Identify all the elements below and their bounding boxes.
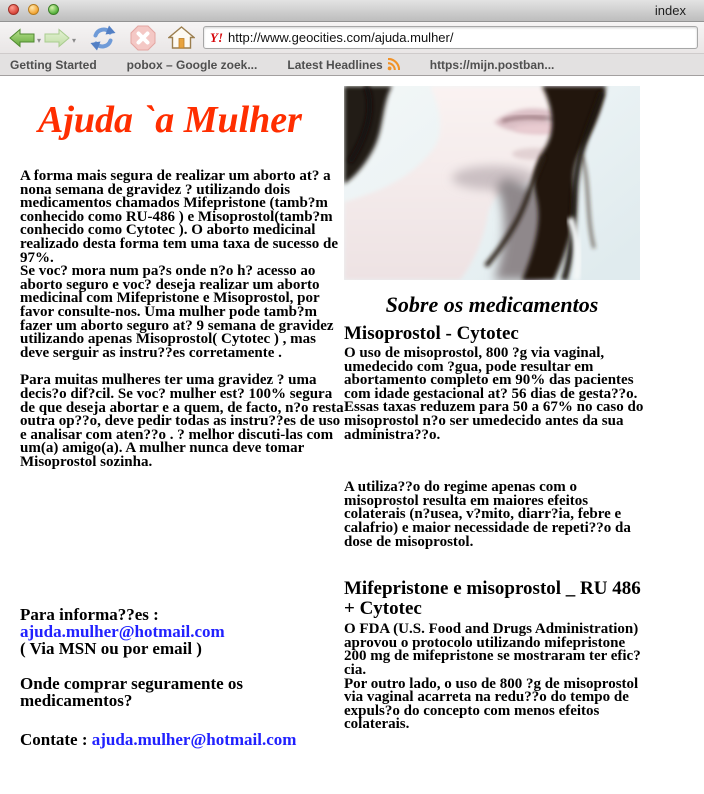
contact-email-link[interactable]: ajuda.mulher@hotmail.com	[91, 730, 297, 750]
minimize-window-button[interactable]	[28, 4, 39, 15]
contact-via-label: ( Via MSN ou por email )	[20, 639, 202, 659]
stop-button[interactable]	[130, 25, 156, 51]
home-icon	[168, 25, 195, 50]
bookmark-mijn-postbank[interactable]	[430, 58, 555, 72]
misoprostol-paragraph-1: O uso de misoprostol, 800 ?g via vaginal, umedecido com ?gua, pode resultar em abortamento completo em 90% das pacientes com idade gestacional at? 56 dias de gesta??o. Essas taxas reduzem para 50 a 67% no caso do misoprostol n?o ser umedecido antes da sua administra??o.	[344, 345, 644, 443]
zoom-window-button[interactable]	[48, 4, 59, 15]
contact-block	[20, 606, 310, 748]
url-input[interactable]	[228, 30, 691, 45]
bookmarks-bar	[0, 54, 704, 76]
misoprostol-paragraph-2: A utiliza??o do regime apenas com o misoprostol resulta em maiores efeitos colaterais (n?usea, v?mito, diarr?ia, febre e calafrio) e maior necessidade de repeti??o da dose de misoprostol.	[344, 479, 631, 550]
bookmark-label: pobox – Google zoek...	[126, 57, 258, 72]
bookmark-label: Getting Started	[10, 57, 97, 72]
bookmark-pobox-google[interactable]	[127, 58, 258, 72]
bookmark-getting-started[interactable]	[10, 58, 97, 72]
where-to-buy-heading: Onde comprar seguramente os medicamentos?	[20, 674, 244, 711]
forward-button[interactable]	[43, 27, 78, 49]
medications-heading: Sobre os medicamentos	[385, 292, 599, 317]
page-content	[0, 76, 704, 793]
intro-paragraph	[20, 170, 345, 360]
back-history-dropdown[interactable]: ▾	[37, 36, 42, 45]
window-title: index	[654, 3, 686, 18]
woman-face-photo	[344, 86, 640, 280]
bookmark-label: Latest Headlines	[287, 57, 383, 72]
window-controls	[8, 4, 59, 15]
mifepristone-section-title: Mifepristone e misoprostol _ RU 486 + Cytotec	[344, 578, 641, 620]
address-bar[interactable]	[203, 26, 698, 49]
contact-line	[20, 731, 310, 748]
intro-part1: A forma mais segura de realizar um aborto at? a nona semana de gravidez ? utilizando dois medicamentos chamados Mifepristone (tamb?m conhecido como RU-486 ) e Misoprostol(tamb?m conhecido como Cytotec ). O aborto medicinal realizado desta forma tem uma taxa de sucesso de 97%.	[20, 168, 339, 266]
misoprostol-section-title: Misoprostol - Cytotec	[344, 323, 519, 344]
forward-history-dropdown[interactable]: ▾	[72, 36, 77, 45]
advice-paragraph: Para muitas mulheres ter uma gravidez ? uma decis?o dif?cil. Se voc? mulher est? 100% segura de que deseja abortar e a quem, de facto, n?o resta outra op??o, deve pedir todas as instru??es de uso e analisar com aten??o . ? melhor discuti-las com um(a) amigo(a). A mulher nunca deve tomar Misoprostol sozinha.	[20, 372, 344, 470]
navigation-toolbar	[0, 22, 704, 54]
contact-info-label: Para informa??es :	[20, 605, 159, 625]
rss-feed-icon	[387, 58, 400, 71]
close-window-button[interactable]	[8, 4, 19, 15]
bookmark-label: https://mijn.postban...	[429, 57, 555, 72]
email-link[interactable]: ajuda.mulher@hotmail.com	[20, 622, 225, 642]
intro-part2: Se voc? mora num pa?s onde n?o h? acesso ao aborto seguro e voc? deseja realizar um aborto medicinal com Mifepristone e Misoprostol, por favor consulte-nos. Uma mulher pode tamb?m fazer um aborto seguro at? 9 semana de gravidez utilizando apenas Misoprostol( Cytotec ) , mas deve serguir as instru??es corretamente .	[20, 263, 334, 361]
stop-icon	[130, 25, 156, 51]
back-button[interactable]	[8, 27, 43, 49]
bookmark-latest-headlines[interactable]	[287, 58, 399, 72]
forward-arrow-icon	[43, 27, 71, 49]
mifepristone-paragraph-2: Por outro lado, o uso de 800 ?g de misoprostol via vaginal acarreta na redu??o do tempo de expuls?o do concepto com menos efeitos colaterais.	[344, 675, 639, 733]
home-button[interactable]	[168, 25, 195, 50]
mifepristone-paragraph-1: O FDA (U.S. Food and Drugs Administration) aprovou o protocolo utilizando mifepristone 200 mg de mifepristone se mostraram ter efic?cia.	[344, 621, 641, 678]
page-title: Ajuda `a Mulher	[38, 99, 302, 141]
contact-label: Contate :	[20, 730, 92, 750]
back-arrow-icon	[8, 27, 36, 49]
reload-icon	[90, 25, 116, 51]
titlebar[interactable]	[0, 0, 704, 22]
right-column	[344, 86, 646, 732]
reload-button[interactable]	[90, 25, 116, 51]
left-column	[20, 76, 345, 748]
site-favicon-yahoo-icon: Y!	[210, 29, 224, 45]
